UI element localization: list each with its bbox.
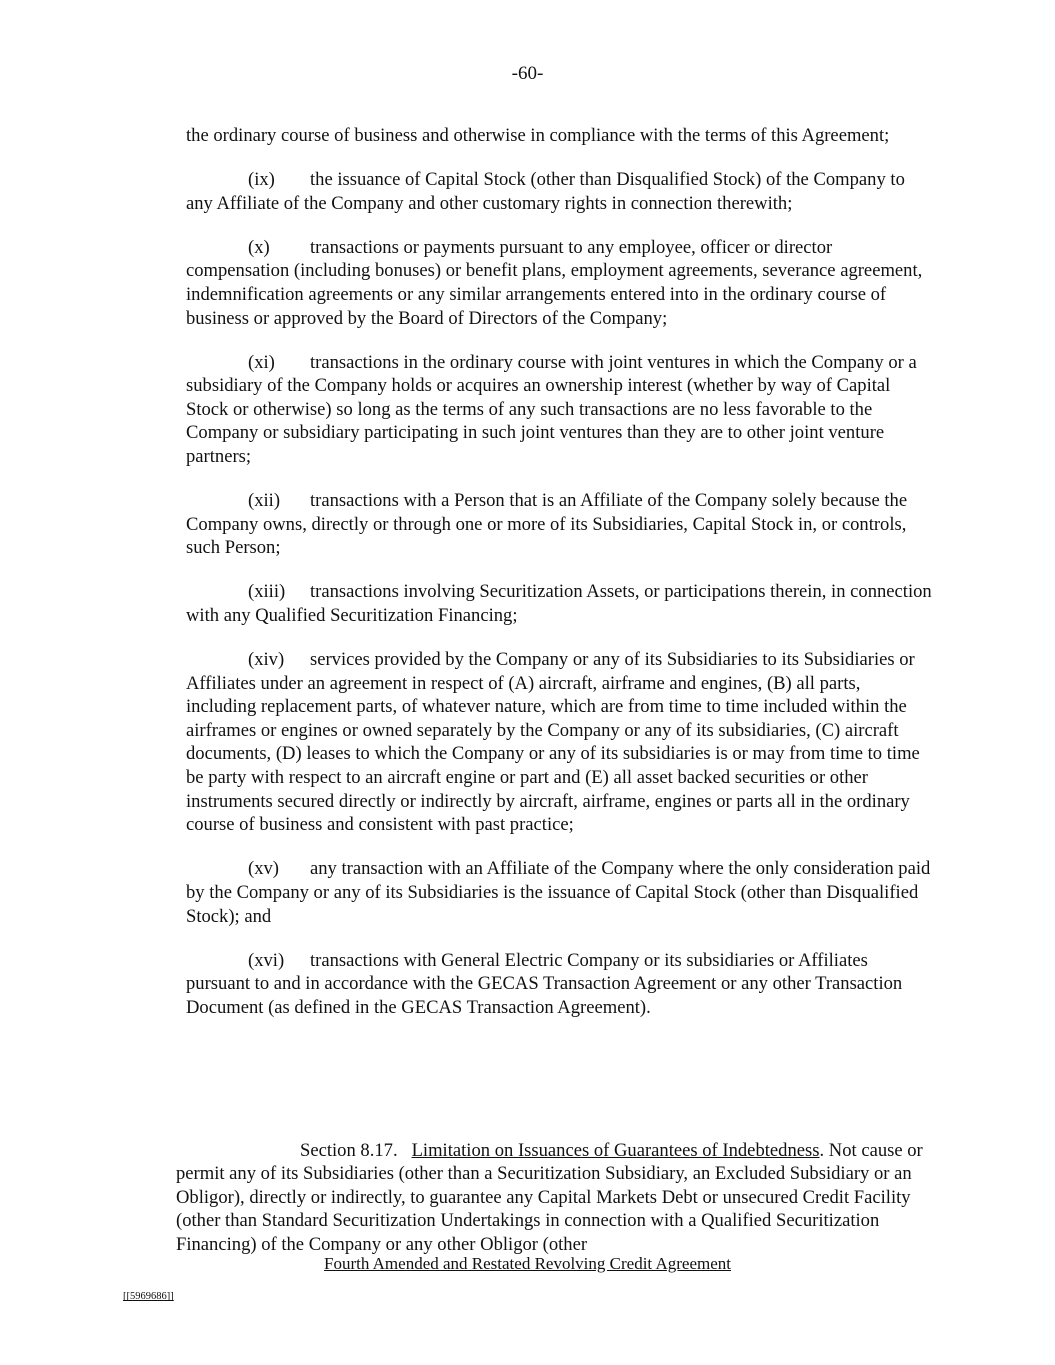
item-number: (xvi): [248, 949, 285, 971]
document-id: [[5969686]]: [123, 1291, 174, 1302]
list-item-xii: [186, 489, 934, 560]
list-item-xiv: [186, 648, 934, 837]
list-item-xv: [186, 857, 934, 928]
item-text: transactions involving Securitization Assets, or participations therein, in connection with any Qualified Securitization Financing;: [186, 581, 932, 626]
section-8-17: [176, 1139, 936, 1257]
item-text: services provided by the Company or any of its Subsidiaries to its Subsidiaries or Affiliates under an agreement in respect of (A) aircraft, airframe and engines, (B) all parts, including replacement parts, of whatever nature, which are from time to time included within the airframes or engines or owned separately by the Company or any of its subsidiaries, (C) aircraft documents, (D) leases to which the Company or any of its subsidiaries is or may from time to time be party with respect to an aircraft engine or part and (E) all asset backed securities or other instruments secured directly or indirectly by aircraft, airframe, engines or parts all in the ordinary course of business and consistent with past practice;: [186, 649, 920, 836]
footer-title: Fourth Amended and Restated Revolving Credit Agreement: [324, 1254, 731, 1273]
item-number: (xii): [248, 490, 281, 512]
list-item-xi: [186, 351, 934, 469]
item-text: transactions with a Person that is an Affiliate of the Company solely because the Company owns, directly or through one or more of its Subsidiaries, Capital Stock in, or controls, such Person;: [186, 490, 908, 559]
section-text: . Not cause or permit any of its Subsidiaries (other than a Securitization Subsidiary, an Excluded Subsidiary or an Obligor), directly or indirectly, to guarantee any Capital Markets Debt or unsecured Credit Facility (other than Standard Securitization Undertakings in connection with a Qualified Securitization Financing) of the Company or any other Obligor (other: [176, 1139, 923, 1255]
document-body: [186, 124, 934, 1040]
list-item-ix: [186, 168, 934, 215]
list-item-xiii: [186, 580, 934, 627]
item-number: (ix): [248, 169, 275, 191]
item-number: (xv): [248, 858, 279, 880]
list-item-x: [186, 236, 934, 330]
item-text: transactions with General Electric Company or its subsidiaries or Affiliates pursuant to and in accordance with the GECAS Transaction Agreement or any other Transaction Document (as defined in the GECAS Transaction Agreement).: [186, 949, 903, 1018]
continuation-paragraph: the ordinary course of business and otherwise in compliance with the terms of this Agreement;: [186, 125, 890, 146]
list-item-xvi: [186, 949, 934, 1020]
item-number: (xiv): [248, 649, 285, 671]
item-number: (xi): [248, 351, 275, 373]
footer: [0, 1253, 1055, 1275]
item-number: (x): [248, 236, 270, 258]
section-number: Section 8.17.: [300, 1139, 398, 1161]
item-text: transactions or payments pursuant to any employee, officer or director compensation (including bonuses) or benefit plans, employment agreements, severance agreement, indemnification agreements or any similar arrangements entered into in the ordinary course of business or approved by the Board of Directors of the Company;: [186, 236, 923, 329]
item-text: transactions in the ordinary course with joint ventures in which the Company or a subsidiary of the Company holds or acquires an ownership interest (whether by way of Capital Stock or otherwise) so long as the terms of any such transactions are no less favorable to the Company or subsidiary participating in such joint ventures than they are to other joint venture partners;: [186, 351, 917, 468]
page-number: -60-: [511, 63, 544, 84]
item-text: any transaction with an Affiliate of the Company where the only consideration paid by the Company or any of its Subsidiaries is the issuance of Capital Stock (other than Disqualified Stock); and: [186, 858, 931, 927]
section-heading: Limitation on Issuances of Guarantees of Indebtedness: [411, 1139, 820, 1161]
item-number: (xiii): [248, 581, 286, 603]
item-text: the issuance of Capital Stock (other than Disqualified Stock) of the Company to any Affiliate of the Company and other customary rights in connection therewith;: [186, 169, 905, 214]
